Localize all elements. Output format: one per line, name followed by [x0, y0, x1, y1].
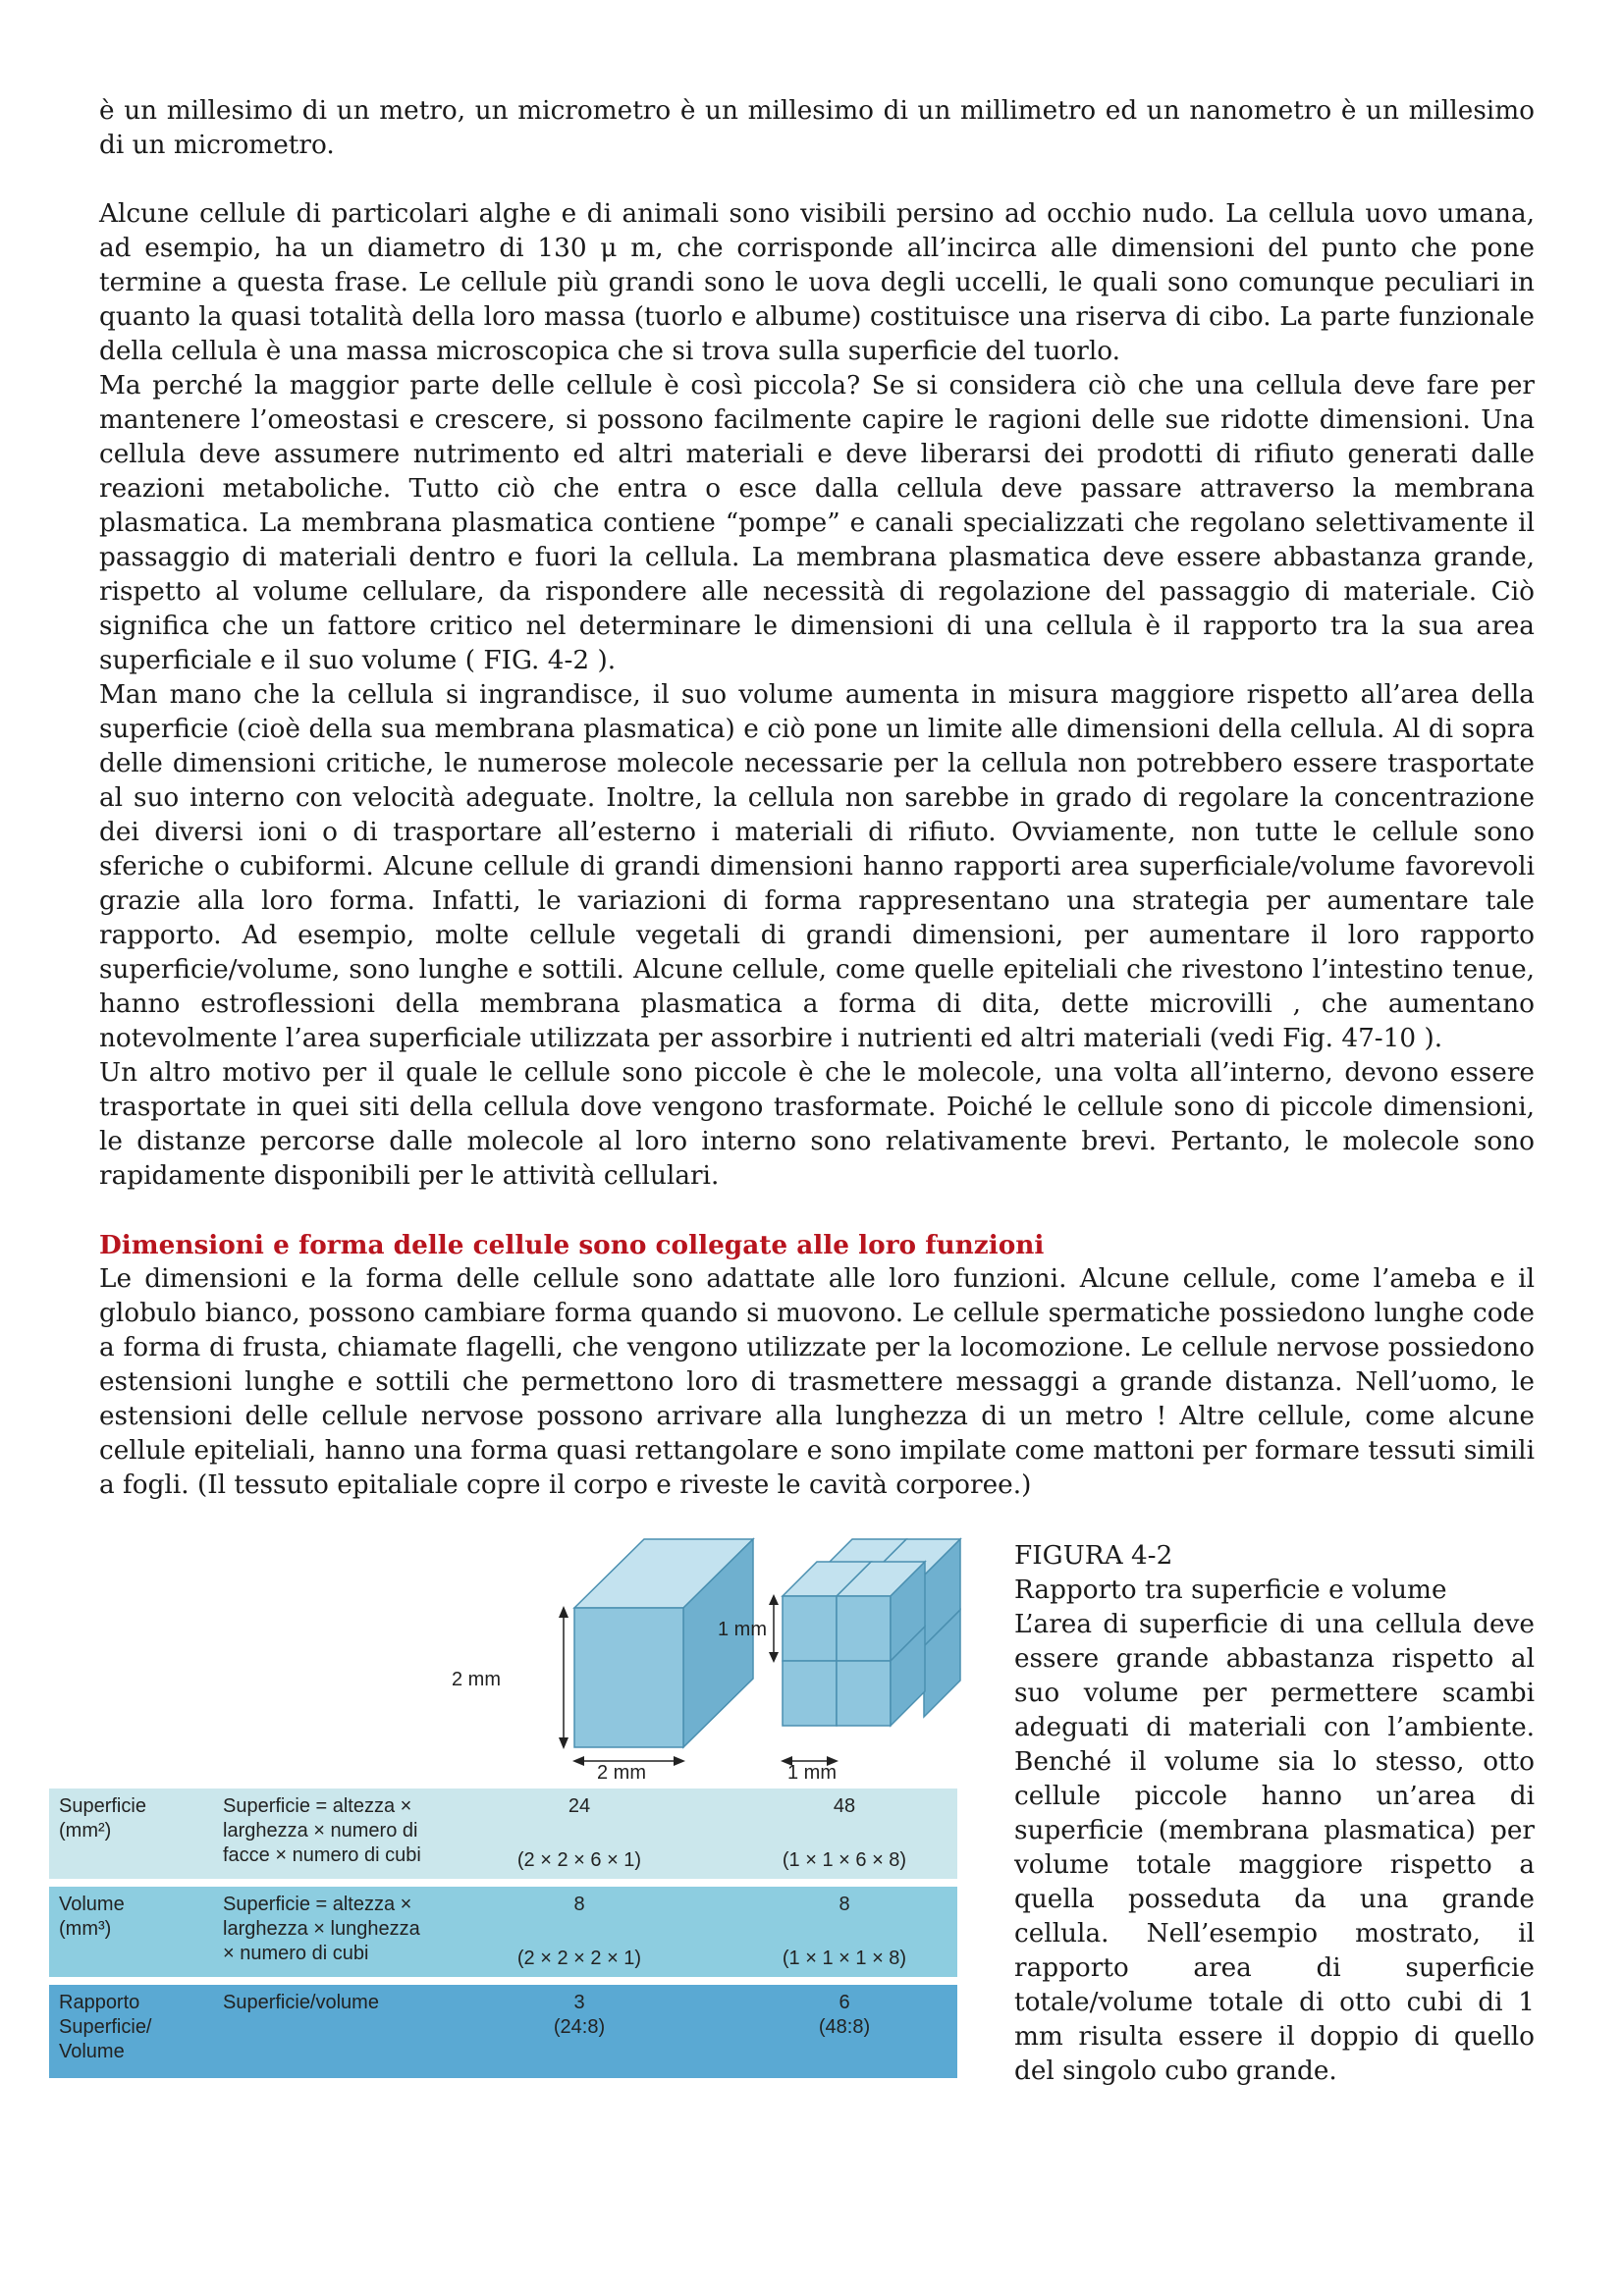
- figure-label: FIGURA 4-2: [1014, 1541, 1173, 1571]
- calc-small-cubes: (1 × 1 × 1 × 8): [782, 1948, 907, 1969]
- calc-big-cube: (2 × 2 × 6 × 1): [516, 1849, 642, 1871]
- table-row-volume: [49, 1887, 957, 1977]
- paragraph-shape-function: Le dimensioni e la forma delle cellule sono adattate alle loro funzioni. Alcune cellule, come l’ameba e il globulo bianco, possono cambiare forma quando si muovono. Le cellule spermatiche possiedono lunghe code a forma di frusta, chiamate flagelli, che vengono utilizzate per la locomozione. Le cellule nervose possiedono estensioni lunghe e sottili che permettono loro di trasmettere messaggi a grande distanza. Nell’uomo, le estensioni delle cellule nervose possono arrivare alla lunghezza di un metro ! Altre cellule, come alcune cellule epiteliali, hanno una forma quasi rettangolare e sono impilate come mattoni per formare tessuti simili a fogli. (Il tessuto epitaliale copre il corpo e riveste le cavità corporee.): [99, 1264, 1535, 1500]
- calc-small-cubes: (1 × 1 × 6 × 8): [782, 1849, 907, 1871]
- small-cube-width-label: 1 mm: [787, 1762, 837, 1784]
- row-label: Volume: [59, 2041, 125, 2062]
- table-row-surface: [49, 1789, 957, 1879]
- value-big-cube: 3: [573, 1992, 585, 2013]
- row-formula-line: × numero di cubi: [223, 1943, 369, 1964]
- row-formula-line: Superficie/volume: [223, 1992, 379, 2013]
- row-label: Rapporto: [59, 1992, 140, 2013]
- paragraph-volume-growth: Man mano che la cellula si ingrandisce, il suo volume aumenta in misura maggiore rispetto all’area della superficie (cioè della sua membrana plasmatica) e ciò pone un limite alle dimensioni della cellula. Al di sopra delle dimensioni critiche, le numerose molecole necessarie per la cellula non potrebbero essere trasportate al suo interno con velocità adeguate. Inoltre, la cellula non sarebbe in grado di regolare la concentrazione dei diversi ioni o di trasportare all’esterno i materiali di rifiuto. Ovviamente, non tutte le cellule sono sferiche o cubiformi. Alcune cellule di grandi dimensioni hanno rapporti area superficiale/volume favorevoli grazie alla loro forma. Infatti, le variazioni di forma rappresentano una strategia per aumentare tale rapporto. Ad esempio, molte cellule vegetali di grandi dimensioni, per aumentare il loro rapporto superficie/volume, sono lunghe e sottili. Alcune cellule, come quelle epiteliali che rivestono l’intestino tenue, hanno estroflessioni della membrana plasmatica a forma di dita, dette microvilli , che aumentano notevolmente l’area superficiale utilizzata per assorbire i nutrienti ed altri materiali (vedi Fig. 47-10 ).: [99, 680, 1535, 1053]
- row-label: Superficie/: [59, 2016, 152, 2038]
- figure-caption-text: L’area di superficie di una cellula deve essere grande abbastanza rispetto al suo volume per permettere scambi adeguati di materiali con l’ambiente. Benché il volume sia lo stesso, otto cellule piccole hanno un’area di superficie (membrana plasmatica) per volume totale maggiore rispetto a quella posseduta da una grande cellula. Nell’esempio mostrato, il rapporto area di superficie totale/volume totale di otto cubi di 1 mm risulta essere il doppio di quello del singolo cubo grande.: [1014, 1610, 1535, 2086]
- big-cube-height-label: 2 mm: [452, 1669, 501, 1690]
- calc-big-cube: (2 × 2 × 2 × 1): [516, 1948, 642, 1969]
- calc-small-cubes: (48:8): [818, 2016, 871, 2038]
- row-formula-line: larghezza × lunghezza: [223, 1918, 420, 1940]
- value-big-cube: 24: [568, 1795, 591, 1817]
- row-formula-line: larghezza × numero di: [223, 1820, 418, 1842]
- section-heading: Dimensioni e forma delle cellule sono collegate alle loro funzioni: [99, 1230, 1045, 1260]
- table-row-ratio: [49, 1985, 957, 2078]
- big-cube: [574, 1539, 753, 1747]
- small-cubes: [783, 1539, 960, 1726]
- body-text: [99, 94, 1535, 1503]
- row-label-unit: (mm³): [59, 1918, 112, 1940]
- figure-title: Rapporto tra superficie e volume: [1014, 1575, 1447, 1605]
- figure-caption: [1014, 1539, 1535, 2089]
- paragraph-why-small: Ma perché la maggior parte delle cellule è così piccola? Se si considera ciò che una cellula deve fare per mantenere l’omeostasi e crescere, si possono facilmente capire le ragioni delle sue ridotte dimensioni. Una cellula deve assumere nutrimento ed altri materiali e deve liberarsi dei prodotti di rifiuto generati dalle reazioni metaboliche. Tutto ciò che entra o esce dalla cellula deve passare attraverso la membrana plasmatica. La membrana plasmatica contiene “pompe” e canali specializzati che regolano selettivamente il passaggio di materiali dentro e fuori la cellula. La membrana plasmatica deve essere abbastanza grande, rispetto al volume cellulare, da rispondere alle necessità di regolazione del passaggio di materiale. Ciò significa che un fattore critico nel determinare le dimensioni di una cellula è il rapporto tra la sua area superficiale e il suo volume ( FIG. 4-2 ).: [99, 371, 1535, 675]
- row-label-unit: (mm²): [59, 1820, 112, 1842]
- paragraph-intro: è un millesimo di un metro, un micrometro è un millesimo di un millimetro ed un nanometro è un millesimo di un micrometro.: [99, 96, 1535, 160]
- row-formula-line: Superficie = altezza ×: [223, 1795, 412, 1817]
- big-cube-width-label: 2 mm: [597, 1762, 646, 1784]
- value-small-cubes: 6: [839, 1992, 850, 2013]
- value-small-cubes: 48: [833, 1795, 856, 1817]
- surface-volume-table: [49, 1789, 957, 2078]
- row-formula-line: facce × numero di cubi: [223, 1844, 421, 1866]
- figure-4-2: [49, 1531, 962, 2081]
- value-big-cube: 8: [573, 1894, 585, 1915]
- calc-big-cube: (24:8): [553, 2016, 606, 2038]
- row-formula-line: Superficie = altezza ×: [223, 1894, 412, 1915]
- paragraph-transport: Un altro motivo per il quale le cellule sono piccole è che le molecole, una volta all’interno, devono essere trasportate in quei siti della cellula dove vengono trasformate. Poiché le cellule sono di piccole dimensioni, le distanze percorse dalle molecole al loro interno sono relativamente brevi. Pertanto, le molecole sono rapidamente disponibili per le attività cellulari.: [99, 1058, 1535, 1191]
- small-cube-height-label: 1 mm: [718, 1619, 767, 1640]
- value-small-cubes: 8: [839, 1894, 850, 1915]
- row-label: Volume: [59, 1894, 125, 1915]
- cubes-illustration: [49, 1531, 962, 1789]
- paragraph-visible-cells: Alcune cellule di particolari alghe e di animali sono visibili persino ad occhio nudo. La cellula uovo umana, ad esempio, ha un diametro di 130 μ m, che corrisponde all’incirca alle dimensioni del punto che pone termine a questa frase. Le cellule più grandi sono le uova degli uccelli, le quali sono comunque peculiari in quanto la quasi totalità della loro massa (tuorlo e albume) costituisce una riserva di cibo. La parte funzionale della cellula è una massa microscopica che si trova sulla superficie del tuorlo.: [99, 199, 1535, 366]
- row-label: Superficie: [59, 1795, 146, 1817]
